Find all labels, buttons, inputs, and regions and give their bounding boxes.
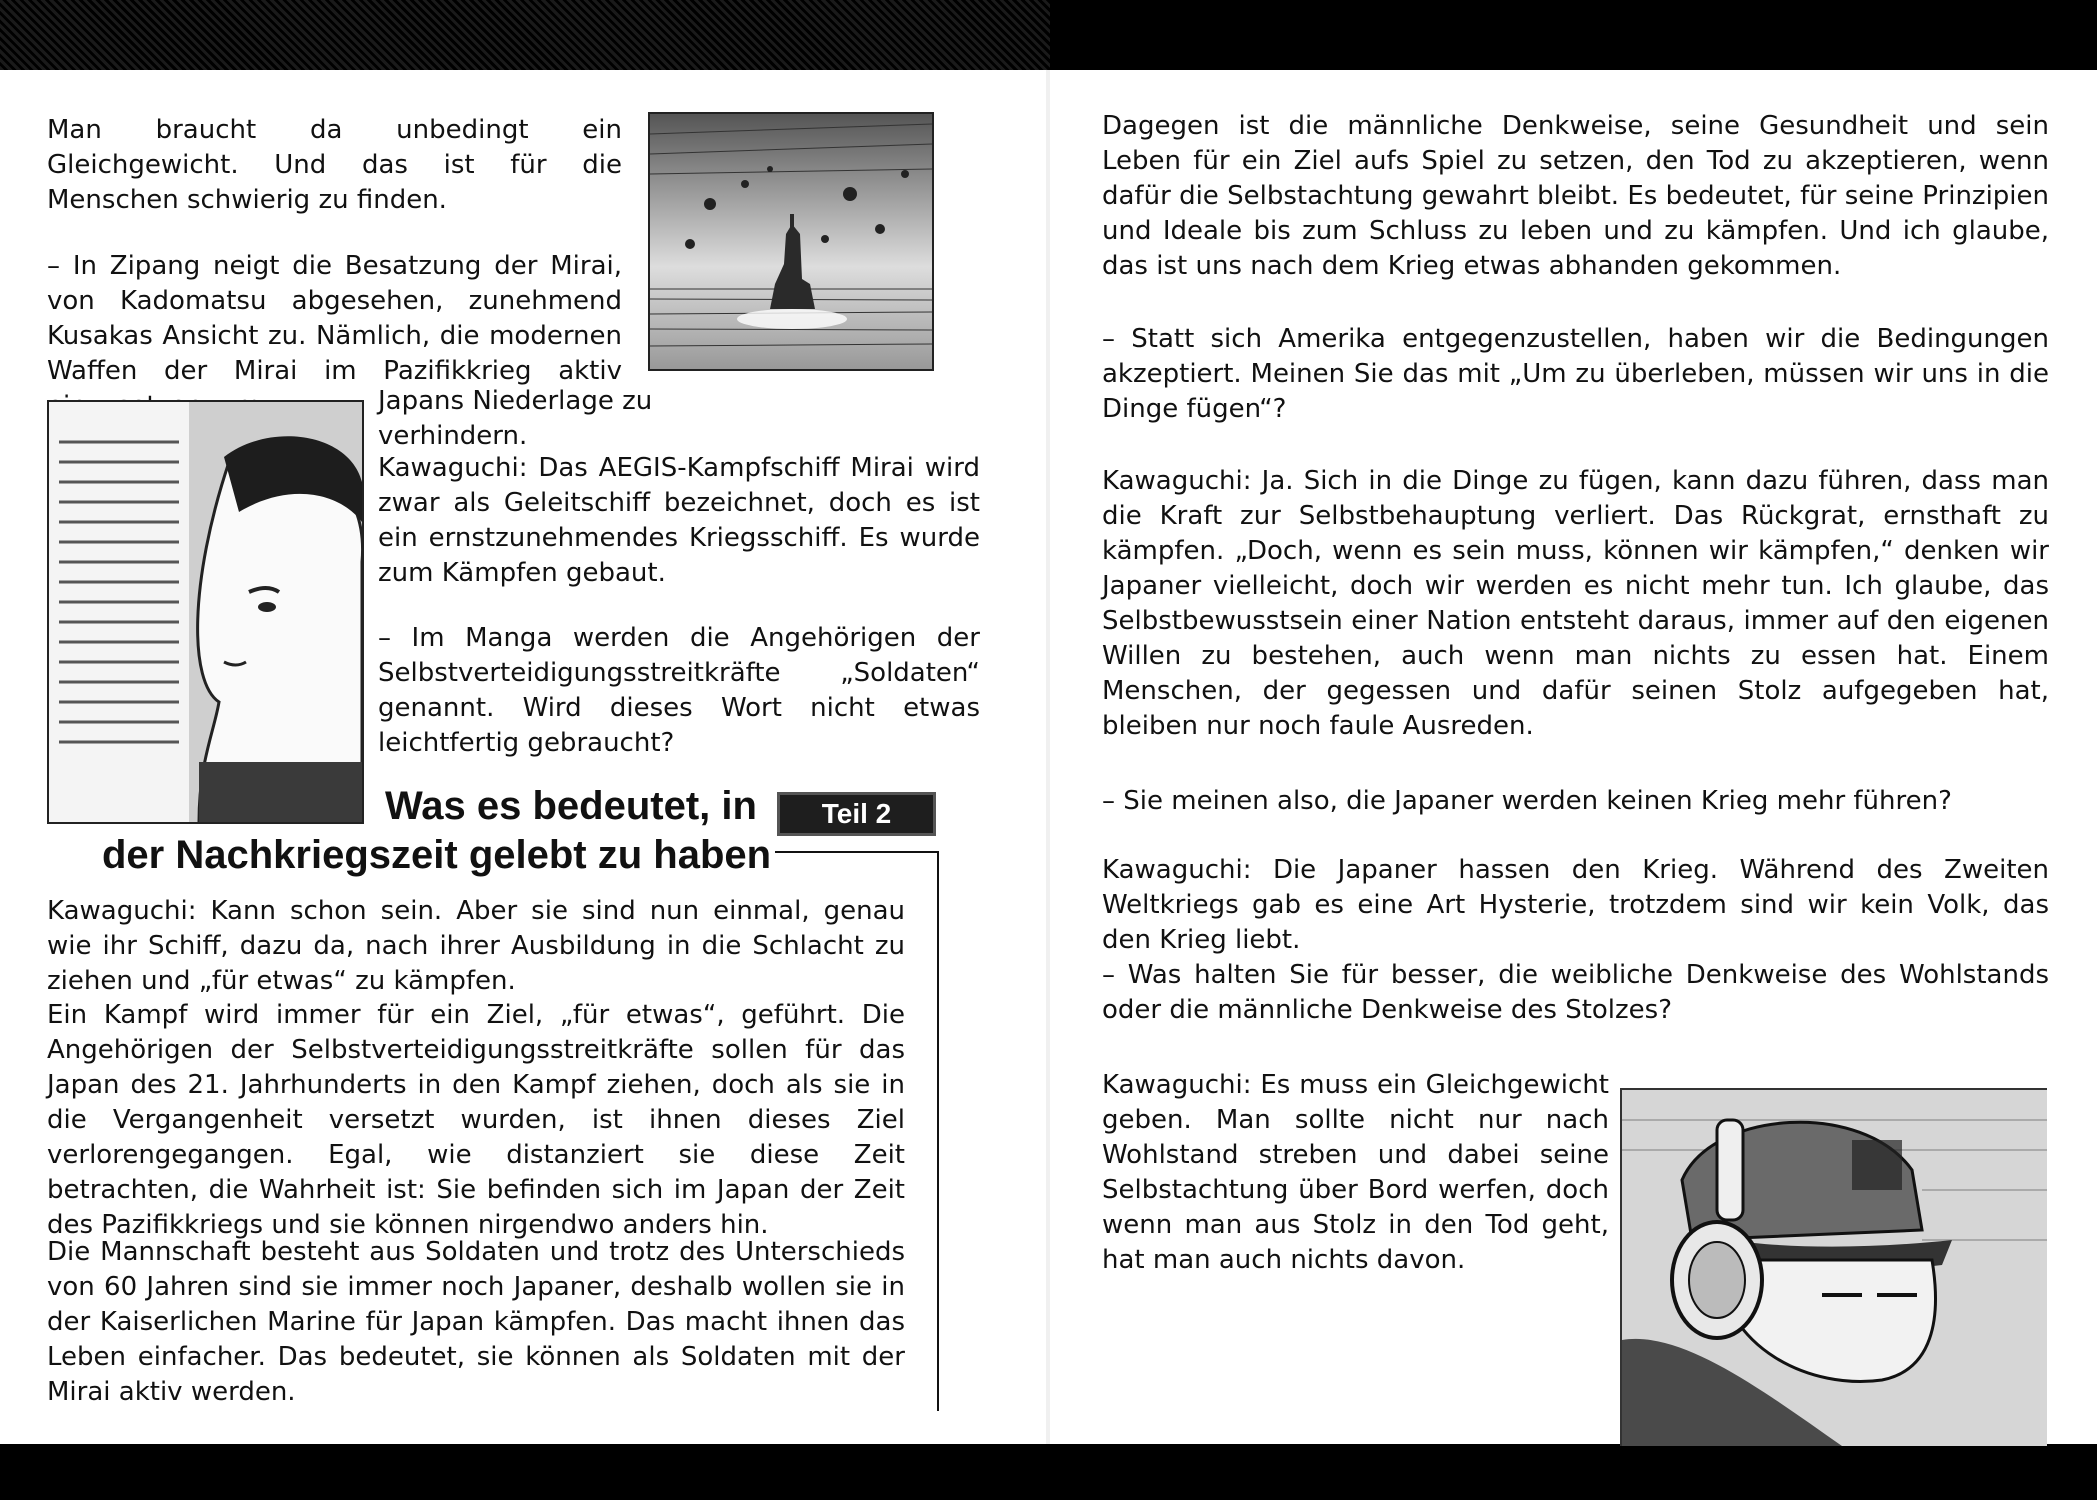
heading-rule-horizontal [775, 851, 938, 853]
officer-portrait-image [49, 402, 362, 822]
left-paragraph-6: Ein Kampf wird immer für ein Ziel, „für etwas“, geführt. Die Angehörigen der Selbstverteidigungsstreitkräfte sollen für das Japan des 21. Jahrhunderts in den Kampf ziehen, doch als sie in die Vergangenheit versetzt wurden, ist ihnen dieses Ziel verlorengegangen. Egal, wie distanziert sie diese Zeit betrachten, die Wahrheit ist: Sie befinden sich im Japan der Zeit des Pazifikkriegs und sie können nirgendwo anders hin. [47, 1000, 905, 1240]
right-paragraph-1: Dagegen ist die männliche Denkweise, seine Gesundheit und sein Leben für ein Ziel aufs Spiel zu setzen, den Tod zu akzeptieren, wenn dafür die Selbstachtung gewahrt bleibt. Es bedeutet, für seine Prinzipien und Ideale bis zum Schluss zu leben und zu kämpfen. Und ich glaube, das ist uns nach dem Krieg etwas abhanden gekommen. [1102, 111, 2049, 281]
right-paragraph-4: – Sie meinen also, die Japaner werden keinen Krieg mehr führen? [1102, 786, 1952, 816]
page-gutter [1046, 70, 1050, 1444]
bottom-border [0, 1444, 2097, 1500]
headset-crew-image [1622, 1090, 2047, 1446]
left-paragraph-2: – In Zipang neigt die Besatzung der Mirai, von Kadomatsu abgesehen, zunehmend Kusakas Ansicht zu. Nämlich, die modernen Waffen der Mirai im Pazifikkrieg aktiv [47, 251, 622, 386]
heading-rule-vertical [937, 851, 939, 1411]
section-heading-line-1: Was es bedeutet, in [385, 784, 757, 828]
right-paragraph-6: – Was halten Sie für besser, die weibliche Denkweise des Wohlstands oder die männliche Denkweise des Stolzes? [1102, 960, 2049, 1025]
headset-crew-illustration [1620, 1088, 2047, 1446]
left-paragraph-2-end: Japans Niederlage zu verhindern. [378, 386, 653, 451]
left-paragraph-4: – Im Manga werden die Angehörigen der Selbstverteidigungsstreitkräfte „Soldaten“ genannt. Wird dieses Wort nicht etwas leichtfertig gebraucht? [378, 623, 980, 758]
right-paragraph-2: – Statt sich Amerika entgegenzustellen, haben wir die Bedingungen akzeptiert. Meinen Sie das mit „Um zu überleben, müssen wir uns in die Dinge fügen“? [1102, 324, 2049, 424]
section-heading-line-2: der Nachkriegszeit gelebt zu haben [102, 833, 772, 877]
left-paragraph-5: Kawaguchi: Kann schon sein. Aber sie sind nun einmal, genau wie ihr Schiff, dazu da, nach ihrer Ausbildung in die Schlacht zu ziehen und „für etwas“ zu kämpfen. [47, 896, 905, 996]
left-paragraph-1: Man braucht da unbedingt ein Gleichgewicht. Und das ist für die Menschen schwierig zu finden. [47, 115, 622, 215]
right-paragraph-5: Kawaguchi: Die Japaner hassen den Krieg. Während des Zweiten Weltkriegs gab es eine Art Hysterie, trotzdem sind wir kein Volk, das den Krieg liebt. [1102, 855, 2049, 955]
teil-badge: Teil 2 [777, 792, 936, 836]
battleship-image [650, 114, 932, 369]
left-paragraph-3: Kawaguchi: Das AEGIS-Kampfschiff Mirai wird zwar als Geleitschiff bezeichnet, doch es ist ein ernstzunehmendes Kriegsschiff. Es wurde zum Kämpfen gebaut. [378, 453, 980, 588]
right-paragraph-3: Kawaguchi: Ja. Sich in die Dinge zu fügen, kann dazu führen, dass man die Kraft zur Selbstbehauptung verliert. Das Rückgrat, ernsthaft zu kämpfen. „Doch, wenn es sein muss, können wir kämpfen,“ denken wir Japaner vielleicht, doch wir werden es nicht mehr tun. Ich glaube, das Selbstbewusstsein einer Nation entsteht daraus, immer auf den eigenen Willen zu bestehen, auch wenn man nichts zu essen hat. Einem Menschen, der gegessen und dafür seinen Stolz aufgegeben hat, bleiben nur noch faule Ausreden. [1102, 466, 2049, 741]
battleship-illustration [648, 112, 934, 371]
top-border [0, 0, 2097, 70]
officer-portrait-illustration [47, 400, 364, 824]
right-paragraph-7: Kawaguchi: Es muss ein Gleichgewicht geben. Man sollte nicht nur nach Wohlstand streben und dabei seine Selbstachtung über Bord werfen, doch wenn man aus Stolz in den Tod geht, hat man auch nichts davon. [1102, 1070, 1609, 1275]
left-paragraph-7: Die Mannschaft besteht aus Soldaten und trotz des Unterschieds von 60 Jahren sind sie immer noch Japaner, deshalb wollen sie in der Kaiserlichen Marine für Japan kämpfen. Das macht ihnen das Leben einfacher. Das bedeutet, sie können als Soldaten mit der Mirai aktiv werden. [47, 1237, 905, 1407]
